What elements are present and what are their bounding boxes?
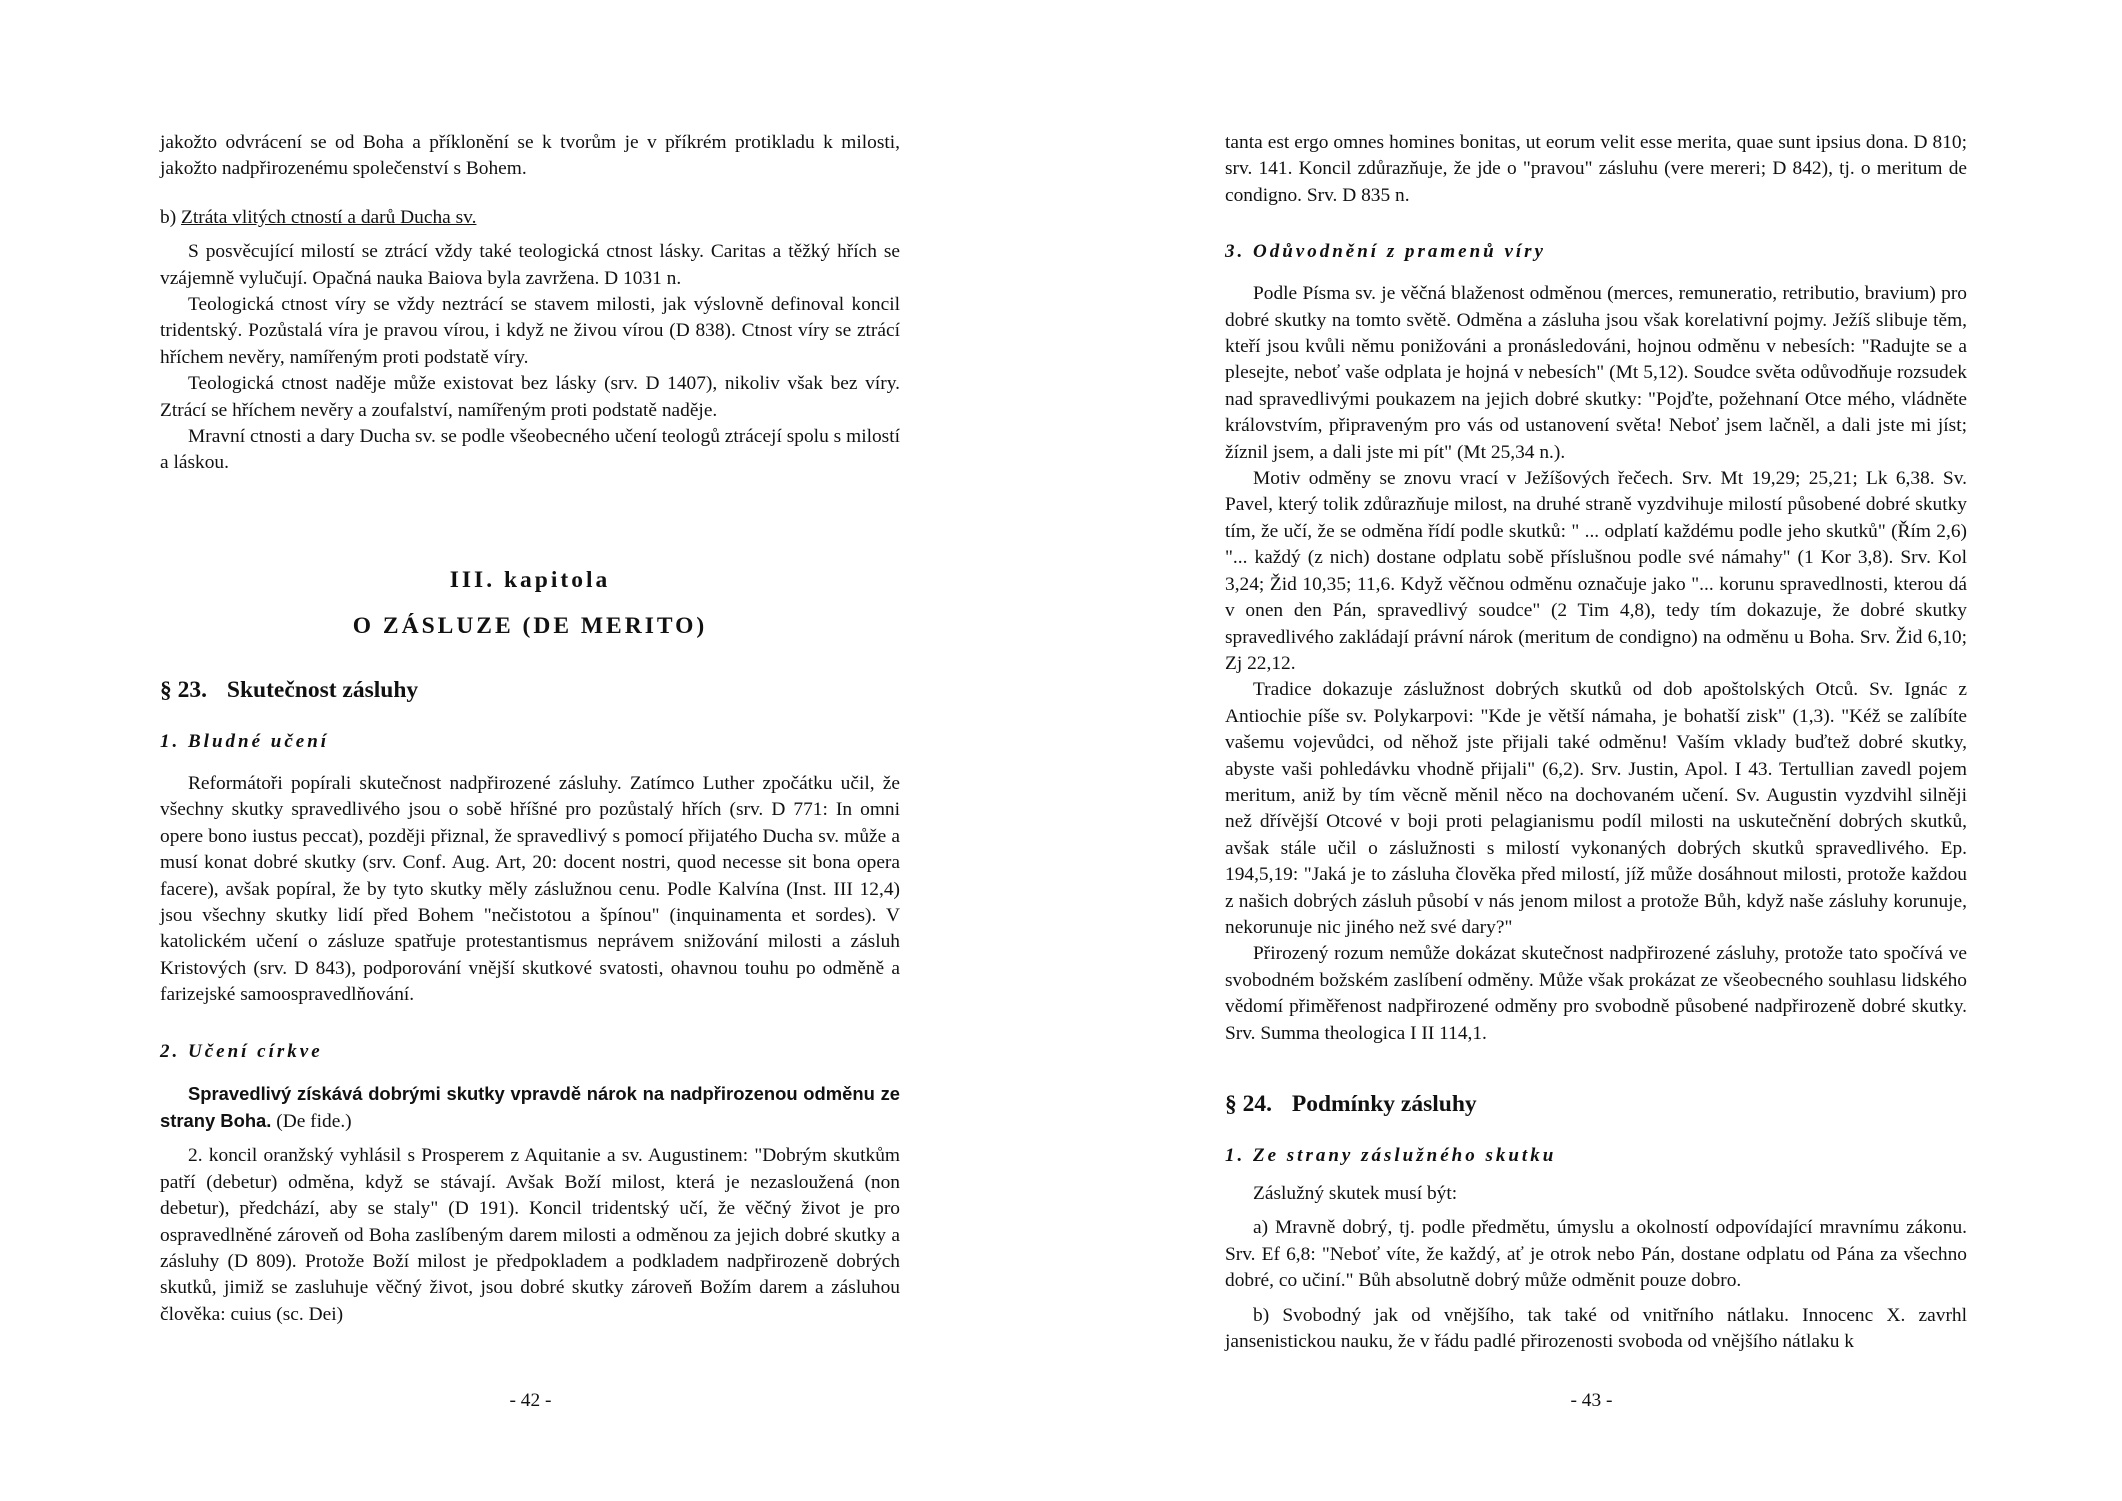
- page-number: - 43 -: [1570, 1390, 1613, 1411]
- left-page-content: [160, 130, 900, 1328]
- dogma-statement: [160, 1081, 900, 1136]
- section-number: § 24.: [1225, 1091, 1272, 1117]
- paragraph: Mravní ctnosti a dary Ducha sv. se podle všeobecného učení teologů ztrácejí spolu s milostí a láskou.: [160, 426, 900, 474]
- chapter-title: O ZÁSLUZE (DE MERITO): [352, 612, 708, 639]
- section-heading: [1225, 1087, 1967, 1121]
- subsection-heading: 1. Bludné učení: [160, 730, 330, 752]
- right-page: [1061, 0, 2122, 1501]
- section-number: § 23.: [160, 676, 207, 703]
- subsection-heading: 1. Ze strany záslužného skutku: [1225, 1145, 1557, 1166]
- paragraph: Tradice dokazuje záslužnost dobrých skutků od dob apoštolských Otců. Sv. Ignác z Antiochie píše sv. Polykarpovi: "Kde je větší námaha, je bohatší zisk" (1,3). "Kéž se zalíbíte vašemu vojevůdci, od něhož jste přijali také odměnu! Vaším vklady buďtež dobré skutky, abyste vaši pohledávku vhodně přijali" (6,2). Srv. Justin, Apol. I 43. Tertullian zavedl pojem meritum, aniž by tím věcně měnil něco na dochovaném učení. Sv. Augustin vyzdvihl silněji než dřívější Otcové v boji proti pelagianismu podíl milosti na uskutečnění dobrých skutků, avšak stále učil o záslužnosti s milostí vykonaných dobrých skutků spravedlivého. Ep. 194,5,19: "Jaká je to zásluha člověka před milostí, jíž může dosáhnout milosti, protože každou z našich dobrých zásluh působí v nás jenom milost a protože Bůh, když naše zásluhy korunuje, nekorunuje nic jiného než své dary?": [1225, 679, 1967, 938]
- point-title: Ztráta vlitých ctností a darů Ducha sv.: [181, 206, 477, 228]
- paragraph: jakožto odvrácení se od Boha a příklonění se k tvorům je v příkrém protikladu k milosti, jakožto nadpřirozenému společenství s Bohem.: [160, 132, 900, 180]
- point-prefix: b): [160, 206, 177, 228]
- paragraph: Podle Písma sv. je věčná blaženost odměnou (merces, remuneratio, retributio, bravium) pro dobré skutky na tomto světě. Odměna a zásluha jsou však korelativní pojmy. Ježíš slibuje těm, kteří jsou kvůli němu ponižováni a pronásledováni, hojnou odměnu v nebesích: "Radujte se a plesejte, neboť vaše odplata je hojná v nebesích" (Mt 5,12). Soudce světa odůvodňuje rozsudek nad spravedlivými poukazem na jejich dobré skutky: "Pojďte, požehnaní Otce mého, vládněte královstvím, připraveným pro vás od ustanovení světa! Neboť jsem lačněl, a dali jste mi jíst; žíznil jsem, a dali jste mi pít" (Mt 25,34 n.).: [1225, 283, 1967, 463]
- paragraph: Přirozený rozum nemůže dokázat skutečnost nadpřirozené zásluhy, protože tato spočívá ve svobodném božském zaslíbení odměny. Může však prokázat ze všeobecného souhlasu lidského vědomí přiměřenost nadpřirozené odměny pro svobodně působené nadpřirozeně dobré skutky. Srv. Summa theologica I II 114,1.: [1225, 943, 1967, 1044]
- chapter-number: III. kapitola: [449, 566, 611, 593]
- list-item: b) Svobodný jak od vnějšího, tak také od vnitřního nátlaku. Innocenc X. zavrhl jansenistickou nauku, že v řádu padlé přirozenosti svoboda od vnějšího nátlaku k: [1225, 1304, 1967, 1353]
- paragraph: 2. koncil oranžský vyhlásil s Prosperem z Aquitanie a sv. Augustinem: "Dobrým skutkům patří (debetur) odměna, když se stávají. Avšak Boží milost, která je nezasloužená (non debetur), předchází, aby se staly" (D 191). Koncil tridentský učí, že věčný život je pro ospravedlněné zároveň od Boha zaslíbeným darem milosti a odměnou za jejich dobré skutky a zásluhy (D 809). Protože Boží milost je předpokladem a podkladem nadpřirozeně dobrých skutků, jimiž se zasluhuje věčný život, jsou dobré skutky zároveň Božím darem a zásluhou člověka: cuius (sc. Dei): [160, 1145, 900, 1325]
- paragraph: Teologická ctnost víry se vždy neztrácí se stavem milosti, jak výslovně definoval koncil tridentský. Pozůstalá víra je pravou vírou, i když ne živou vírou (D 838). Ctnost víry se ztrácí hříchem nevěry, namířeným proti podstatě víry.: [160, 294, 900, 368]
- paragraph: Reformátoři popírali skutečnost nadpřirozené zásluhy. Zatímco Luther zpočátku učil, že všechny skutky spravedlivého jsou o sobě hříšné pro pozůstalý hřích (srv. D 771: In omni opere bono iustus peccat), později přiznal, že spravedlivý s pomocí přijatého Ducha sv. může a musí konat dobré skutky (srv. Conf. Aug. Art, 20: docent nostri, quod necesse sit bona opera facere), avšak popíral, že by tyto skutky měly záslužnou cenu. Podle Kalvína (Inst. III 12,4) jsou všechny skutky lidí před Bohem "nečistotou a špínou" (inquinamenta et sordes). V katolickém učení o zásluze spatřuje protestantismus neprávem snižování milosti a zásluh Kristových (srv. D 843), podporování vnější skutkové svatosti, ohavnou touhu po odměně a farizejské samoospravedlňování.: [160, 772, 900, 1006]
- paragraph: S posvěcující milostí se ztrácí vždy také teologická ctnost lásky. Caritas a těžký hřích se vzájemně vylučují. Opačná nauka Baiova byla zavržena. D 1031 n.: [160, 241, 900, 289]
- section-title: Podmínky zásluhy: [1291, 1091, 1477, 1117]
- right-page-content: [1225, 130, 1967, 1355]
- point-heading: [160, 205, 900, 231]
- page-number: - 42 -: [509, 1390, 552, 1411]
- section-heading: [160, 673, 900, 707]
- paragraph: Teologická ctnost naděje může existovat bez lásky (srv. D 1407), nikoliv však bez víry. Ztrácí se hříchem nevěry a zoufalství, namířeným proti podstatě naděje.: [160, 373, 900, 421]
- paragraph: Motiv odměny se znovu vrací v Ježíšových řečech. Srv. Mt 19,29; 25,21; Lk 6,38. Sv. Pavel, který tolik zdůrazňuje milost, na druhé straně vyzdvihuje milostí působené dobré skutky tím, že učí, že se odměna řídí podle skutků: " ... odplatí každému podle jeho skutků" (Řím 2,6) "... každý (z nich) dostane odplatu sobě příslušnou podle své námahy" (1 Kor 3,8). Srv. Kol 3,24; Žid 10,35; 11,6. Když věčnou odměnu označuje jako "... korunu spravedlnosti, kterou dá v onen den Pán, spravedlivý soudce" (2 Tim 4,8), tedy tím dokazuje, že dobré skutky spravedlivého zakládají právní nárok (meritum de condigno) na odměnu u Boha. Srv. Žid 6,10; Zj 22,12.: [1225, 468, 1967, 674]
- paragraph: tanta est ergo omnes homines bonitas, ut eorum velit esse merita, quae sunt ipsius dona. D 810; srv. 141. Koncil zdůrazňuje, že jde o "pravou" zásluhu (vere mereri; D 842), tj. o meritum de condigno. Srv. D 835 n.: [1225, 132, 1967, 206]
- paragraph: Záslužný skutek musí být:: [1253, 1183, 1458, 1204]
- dogma-note: (De fide.): [276, 1110, 352, 1132]
- list-item: a) Mravně dobrý, tj. podle předmětu, úmyslu a okolností odpovídající mravnímu zákonu. Srv. Ef 6,8: "Neboť víte, že každý, ať je otrok nebo Pán, dostane odplatu od Pána za všechno dobré, co učiní." Bůh absolutně dobrý může odměnit pouze dobro.: [1225, 1217, 1967, 1292]
- section-title: Skutečnost zásluhy: [226, 676, 419, 703]
- subsection-heading: 2. Učení církve: [160, 1040, 323, 1062]
- subsection-heading: 3. Odůvodnění z pramenů víry: [1225, 241, 1546, 263]
- dogma-text: Spravedlivý získává dobrými skutky vpravdě nárok na nadpřirozenou odměnu ze strany Boha.: [160, 1082, 900, 1131]
